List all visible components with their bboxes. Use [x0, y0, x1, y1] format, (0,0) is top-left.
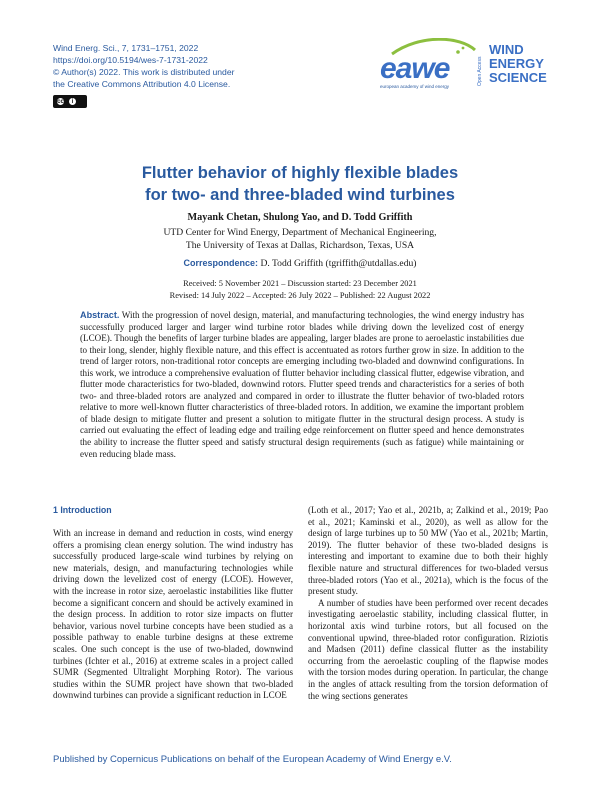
left-column-paragraph: With an increase in demand and reduction in costs, wind energy offers a promising clean energy solution. The wind industry has successfully produced large-scale wind turbines by relying on new materials, design, and manufacturing technologies while driving down the levelized cost of energy (LCOE). However, with the increase in rotor size, aeroelastic instabilities like flutter become a significant concern and should be actively examined in the design process. In addition to rotor size impacts on flutter behavior, various novel turbine concepts have been studied as a possible pathway to enable turbine designs at these extreme scales. One such concept is the use of two-bladed, downwind turbines (Ichter et al., 2016) at extreme scales in a project called SUMR (Segmented Ultralight Morphing Rotor). The various studies within the SUMR project have shown that two-bladed downwind turbines can provide a significant reduction in LCOE: [53, 528, 293, 701]
journal-name: [489, 43, 547, 85]
journal-name-line2: ENERGY: [489, 56, 544, 71]
right-column: [308, 505, 548, 702]
doi-link[interactable]: https://doi.org/10.5194/wes-7-1731-2022: [53, 55, 208, 65]
correspondence-text[interactable]: D. Todd Griffith (tgriffith@utdallas.edu): [260, 258, 417, 269]
section-heading-introduction: 1 Introduction: [53, 505, 112, 515]
publisher-footer: Published by Copernicus Publications on behalf of the European Academy of Wind Energy e.V.: [53, 754, 452, 765]
dates-line2: Revised: 14 July 2022 – Accepted: 26 July 2022 – Published: 22 August 2022: [169, 290, 431, 300]
license-link[interactable]: the Creative Commons Attribution 4.0 License.: [53, 79, 231, 89]
author-list: Mayank Chetan, Shulong Yao, and D. Todd Griffith: [187, 212, 413, 223]
eawe-logo-subtitle: european academy of wind energy: [380, 84, 450, 89]
correspondence-label: Correspondence:: [183, 258, 259, 268]
cc-icon: cc: [57, 98, 64, 105]
dates-line1: Received: 5 November 2021 – Discussion started: 23 December 2021: [183, 279, 417, 288]
affiliation: [0, 227, 600, 252]
citation-line: Wind Energ. Sci., 7, 1731–1751, 2022: [53, 43, 199, 53]
publication-dates: [0, 278, 600, 301]
paper-title: [0, 162, 600, 206]
journal-name-line1: WIND: [489, 42, 524, 57]
open-access-label: Open Access: [477, 56, 483, 86]
paper-title-line1: Flutter behavior of highly flexible blades: [141, 164, 459, 182]
correspondence: [0, 258, 600, 269]
abstract: [80, 310, 524, 460]
abstract-text: With the progression of novel design, material, and manufacturing technologies, the wind energy industry has successfully produced larger and larger wind turbine rotor blades while driving down the levelized cost of energy (LCOE). Though the benefits of larger turbine blades are appealing, larger blades are prone to aeroelastic instabilities due to their long, slender, highly flexible nature, and this effect is accentuated as rotors further grow in size. In addition to the trend of larger rotors, non-traditional rotor concepts are emerging including two-bladed and downwind configurations. In this work, we introduce a comprehensive evaluation of flutter behavior including classical flutter, edgewise vibration, and flutter mode characteristics for two-bladed, downwind rotors. Flutter speed trends and characteristics for a series of both two- and three-bladed rotors are analyzed and compared in order to illustrate the flutter behavior of two-bladed rotors relative to more well-known flutter characteristics of three-bladed rotors. In addition, we examine the important problem of blade design to mitigate flutter and present a solution to mitigate flutter in the structural design process. A study is carried out evaluating the effect of leading edge and trailing edge reinforcement on flutter speed and hence demonstrates the ability to increase the flutter speed and satisfy structural design requirements (such as fatigue) while maintaining or even reducing blade mass.: [80, 310, 524, 459]
cc-by-license-icon[interactable]: [53, 95, 87, 108]
left-column: [53, 528, 293, 702]
affiliation-line2: The University of Texas at Dallas, Richardson, Texas, USA: [185, 239, 415, 251]
abstract-label: Abstract.: [80, 310, 120, 320]
right-column-paragraph-2: A number of studies have been performed over recent decades investigating aeroelastic stability, including classical flutter, in horizontal axis wind turbine rotors, but all focused on the conventional upwind, three-bladed rotor configuration. Riziotis and Madsen (2011) define classical flutter as the instability occurring from the aeroelastic coupling of the flapwise modes with the torsion modes during operation. In particular, the change in the angles of attack resulting from the torsion deformation of the wing sections generates: [308, 597, 548, 701]
journal-name-line3: SCIENCE: [489, 70, 547, 85]
eawe-logo-text: eawe: [380, 52, 450, 85]
right-column-paragraph-1: (Loth et al., 2017; Yao et al., 2021b, a; Zalkind et al., 2019; Pao et al., 2021; Kaminski et al., 2020), as well as allow for the design of large turbines up to 50 MW (Yao et al., 2021b; Martin, 2019). The flutter behavior of these two-bladed designs is interesting and important to examine due to both their highly flexible nature and structural differences for two-bladed versus three-bladed rotors (Yao et al., 2021a), which is the focus of the present study.: [308, 505, 548, 597]
affiliation-line1: UTD Center for Wind Energy, Department of Mechanical Engineering,: [163, 227, 437, 238]
paper-title-line2: for two- and three-bladed wind turbines: [145, 186, 455, 204]
citation-block: [53, 42, 234, 90]
by-icon: i: [68, 97, 77, 106]
copyright-line: © Author(s) 2022. This work is distributed under: [53, 67, 235, 77]
